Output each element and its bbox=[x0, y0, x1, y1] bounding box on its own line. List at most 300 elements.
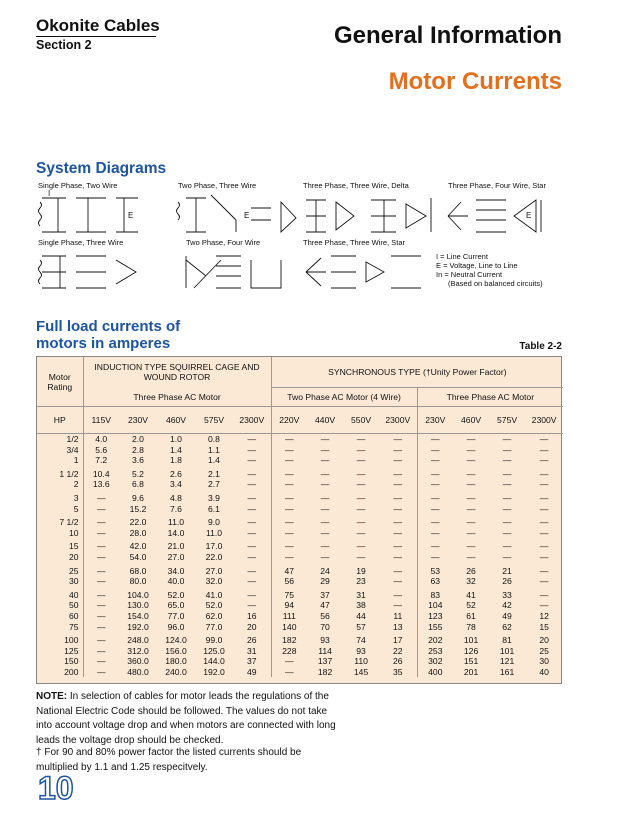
current-cell: — bbox=[502, 444, 512, 455]
current-cell: — bbox=[417, 514, 453, 528]
col-220v: 220V bbox=[271, 407, 307, 434]
current-cell: 20 bbox=[539, 635, 549, 646]
hp-cell: 60 bbox=[68, 610, 79, 621]
current-cell: 29 bbox=[320, 576, 330, 587]
motor-rating-header: Motor Rating bbox=[37, 357, 83, 407]
current-cell: — bbox=[466, 479, 476, 490]
col-460v: 460V bbox=[157, 407, 195, 434]
current-cell: — bbox=[356, 479, 366, 490]
table-row bbox=[37, 479, 563, 490]
current-cell: — bbox=[83, 656, 119, 667]
current-cell: — bbox=[83, 646, 119, 657]
current-cell: 130.0 bbox=[127, 600, 149, 611]
current-cell: 42 bbox=[502, 600, 512, 611]
diagram-label-three-star: Three Phase, Three Wire, Star bbox=[303, 238, 405, 247]
current-cell: 42.0 bbox=[129, 541, 147, 552]
diagram-symbol-i: I bbox=[48, 189, 51, 198]
current-cell: — bbox=[320, 455, 330, 466]
current-cell: 1.4 bbox=[208, 455, 220, 466]
col-2300v: 2300V bbox=[233, 407, 271, 434]
current-cell: — bbox=[320, 444, 330, 455]
current-cell: — bbox=[83, 514, 119, 528]
current-cell: — bbox=[356, 444, 366, 455]
current-cell: 83 bbox=[417, 587, 453, 601]
current-cell: 21 bbox=[502, 565, 512, 576]
current-cell: — bbox=[356, 455, 366, 466]
current-cell: — bbox=[83, 490, 119, 504]
table-heading-line2: motors in amperes bbox=[36, 335, 171, 352]
hp-cell: 40 bbox=[68, 589, 79, 600]
current-cell: — bbox=[466, 444, 476, 455]
current-cell: — bbox=[539, 565, 549, 576]
current-cell: — bbox=[539, 444, 549, 455]
current-cell: 11.0 bbox=[205, 527, 223, 538]
current-cell: 360.0 bbox=[127, 656, 149, 667]
current-cell: — bbox=[393, 444, 403, 455]
current-cell: 248.0 bbox=[127, 635, 149, 646]
current-cell: 140 bbox=[271, 622, 307, 633]
current-cell: — bbox=[417, 434, 453, 445]
current-cell: 110 bbox=[354, 656, 368, 667]
induction-group-header: INDUCTION TYPE SQUIRREL CAGE AND WOUND ROTOR bbox=[83, 357, 271, 388]
current-cell: 121 bbox=[499, 656, 515, 667]
table-row bbox=[37, 600, 563, 611]
current-cell: — bbox=[247, 479, 257, 490]
current-cell: 5.2 bbox=[132, 468, 144, 479]
current-cell: — bbox=[320, 468, 330, 479]
current-cell: — bbox=[539, 576, 549, 587]
current-cell: — bbox=[247, 517, 257, 528]
current-cell: 2.0 bbox=[132, 434, 144, 444]
current-cell: 104.0 bbox=[127, 589, 149, 600]
current-cell: — bbox=[393, 479, 403, 490]
current-cell: — bbox=[83, 600, 119, 611]
col-550v: 550V bbox=[343, 407, 379, 434]
current-cell: 44 bbox=[356, 610, 366, 621]
current-cell: — bbox=[539, 600, 549, 611]
table-row bbox=[37, 514, 563, 528]
note-label: NOTE: bbox=[36, 691, 68, 702]
current-cell: — bbox=[539, 492, 549, 503]
current-cell: 37 bbox=[320, 589, 330, 600]
current-cell: 49 bbox=[247, 666, 257, 677]
current-cell: 3.4 bbox=[170, 479, 182, 490]
current-cell: — bbox=[539, 479, 549, 490]
current-cell: — bbox=[320, 551, 330, 562]
motor-currents-table bbox=[37, 357, 563, 677]
table-row bbox=[37, 504, 563, 515]
current-cell: 192.0 bbox=[203, 666, 225, 677]
current-cell: 400 bbox=[417, 667, 453, 678]
current-cell: 70 bbox=[320, 621, 330, 632]
current-cell: — bbox=[83, 667, 119, 678]
current-cell: — bbox=[393, 565, 403, 576]
table-row bbox=[37, 587, 563, 601]
current-cell: 80.0 bbox=[129, 576, 147, 587]
current-cell: 37 bbox=[247, 656, 257, 667]
current-cell: 26 bbox=[393, 656, 403, 667]
current-cell: 15 bbox=[539, 621, 549, 632]
current-cell: 3.9 bbox=[208, 492, 220, 503]
diagram-label-two-three: Two Phase, Three Wire bbox=[178, 181, 257, 190]
current-cell: — bbox=[247, 565, 257, 576]
current-cell: 40.0 bbox=[167, 576, 185, 587]
hp-cell: 150 bbox=[64, 656, 79, 667]
current-cell: — bbox=[417, 466, 453, 480]
table-label: Table 2-2 bbox=[519, 341, 562, 352]
current-cell: 156.0 bbox=[165, 645, 187, 656]
current-cell: 52.0 bbox=[167, 589, 185, 600]
table-row bbox=[37, 622, 563, 633]
current-cell: 28.0 bbox=[129, 527, 147, 538]
current-cell: 104 bbox=[417, 600, 453, 611]
current-cell: 40 bbox=[539, 666, 549, 677]
current-cell: 26 bbox=[502, 576, 512, 587]
current-cell: 32.0 bbox=[205, 576, 223, 587]
diagram-label-three-delta: Three Phase, Three Wire, Delta bbox=[303, 181, 409, 190]
current-cell: 202 bbox=[417, 632, 453, 646]
current-cell: — bbox=[393, 434, 403, 444]
current-cell: 101 bbox=[499, 645, 515, 656]
current-cell: — bbox=[502, 551, 512, 562]
current-cell: 61 bbox=[466, 610, 476, 621]
current-cell: — bbox=[417, 479, 453, 490]
note-text: In selection of cables for motor leads the regulations of the National Electric Code should be followed. The values do not take into account voltage drop and when motors are connected with long leads the voltage drop should be checked. bbox=[36, 691, 336, 746]
current-cell: 47 bbox=[271, 563, 307, 577]
current-cell: — bbox=[502, 492, 512, 503]
page-title: General Information bbox=[333, 22, 562, 49]
hp-cell: 100 bbox=[64, 635, 79, 646]
legend-neutral: In = Neutral Current bbox=[436, 270, 503, 279]
current-cell: 4.0 bbox=[83, 434, 119, 445]
current-cell: — bbox=[83, 632, 119, 646]
current-cell: — bbox=[393, 517, 403, 528]
current-cell: 6.1 bbox=[208, 503, 220, 514]
current-cell: 35 bbox=[393, 666, 403, 677]
current-cell: — bbox=[83, 538, 119, 552]
table-row bbox=[37, 563, 563, 577]
table-row bbox=[37, 552, 563, 563]
current-cell: 74 bbox=[356, 635, 366, 646]
table-row bbox=[37, 445, 563, 456]
current-cell: 480.0 bbox=[127, 666, 149, 677]
current-cell: 16 bbox=[247, 610, 257, 621]
current-cell: 57 bbox=[356, 621, 366, 632]
current-cell: 4.8 bbox=[170, 492, 182, 503]
current-cell: — bbox=[466, 434, 476, 444]
diagram-label-two-four: Two Phase, Four Wire bbox=[186, 238, 261, 247]
current-cell: — bbox=[247, 492, 257, 503]
current-cell: — bbox=[320, 503, 330, 514]
current-cell: — bbox=[539, 551, 549, 562]
diagram-label-single-two: Single Phase, Two Wire bbox=[38, 181, 118, 190]
current-cell: 101 bbox=[463, 635, 479, 646]
current-cell: 77.0 bbox=[167, 610, 185, 621]
current-cell: — bbox=[466, 503, 476, 514]
current-cell: — bbox=[83, 504, 119, 515]
current-cell: 182 bbox=[271, 632, 307, 646]
current-cell: — bbox=[417, 552, 453, 563]
diagram-symbol-e3: E bbox=[526, 211, 532, 220]
current-cell: 9.6 bbox=[132, 492, 144, 503]
current-cell: 41 bbox=[466, 589, 476, 600]
current-cell: 49 bbox=[502, 610, 512, 621]
current-cell: 34.0 bbox=[167, 565, 185, 576]
current-cell: 53 bbox=[417, 563, 453, 577]
current-cell: 9.0 bbox=[208, 517, 220, 528]
current-cell: — bbox=[320, 527, 330, 538]
current-cell: 77.0 bbox=[205, 621, 223, 632]
note bbox=[36, 690, 336, 748]
current-cell: — bbox=[502, 517, 512, 528]
current-cell: — bbox=[271, 434, 307, 445]
current-cell: 31 bbox=[356, 589, 366, 600]
col-230v: 230V bbox=[119, 407, 157, 434]
current-cell: — bbox=[393, 527, 403, 538]
current-cell: 10.4 bbox=[83, 466, 119, 480]
current-cell: — bbox=[393, 600, 403, 611]
current-cell: 63 bbox=[417, 576, 453, 587]
page-number: 10 bbox=[38, 770, 74, 806]
current-cell: 114 bbox=[318, 645, 332, 656]
current-cell: 2.7 bbox=[208, 479, 220, 490]
current-cell: 75 bbox=[271, 587, 307, 601]
current-cell: — bbox=[271, 479, 307, 490]
current-cell: — bbox=[539, 434, 549, 444]
table-row bbox=[37, 632, 563, 646]
current-cell: 11 bbox=[393, 610, 403, 621]
current-cell: — bbox=[271, 538, 307, 552]
current-cell: 151 bbox=[463, 656, 479, 667]
current-cell: — bbox=[466, 492, 476, 503]
current-cell: 47 bbox=[320, 600, 330, 611]
current-cell: — bbox=[539, 468, 549, 479]
current-cell: 1.8 bbox=[170, 455, 182, 466]
current-cell: — bbox=[417, 490, 453, 504]
footnote: † For 90 and 80% power factor the listed currents should be multiplied by 1.1 and 1.25 respecitvely. bbox=[36, 747, 302, 773]
current-cell: — bbox=[393, 455, 403, 466]
current-cell: 0.8 bbox=[208, 434, 220, 444]
current-cell: — bbox=[320, 517, 330, 528]
current-cell: 312.0 bbox=[127, 645, 149, 656]
current-cell: — bbox=[271, 455, 307, 466]
table-row bbox=[37, 646, 563, 657]
current-cell: — bbox=[539, 589, 549, 600]
current-cell: — bbox=[83, 622, 119, 633]
current-cell: — bbox=[356, 468, 366, 479]
hp-cell: 20 bbox=[68, 551, 79, 562]
current-cell: — bbox=[356, 551, 366, 562]
current-cell: — bbox=[247, 434, 257, 444]
current-cell: 93 bbox=[320, 635, 330, 646]
sync-group-header: SYNCHRONOUS TYPE (†Unity Power Factor) bbox=[271, 357, 563, 388]
current-cell: — bbox=[356, 517, 366, 528]
current-cell: 21.0 bbox=[167, 541, 185, 552]
current-cell: — bbox=[539, 455, 549, 466]
hp-cell: 200 bbox=[64, 666, 79, 677]
current-cell: — bbox=[356, 541, 366, 552]
current-cell: — bbox=[320, 492, 330, 503]
hp-cell: 25 bbox=[68, 565, 79, 576]
section-label: Section 2 bbox=[36, 38, 92, 52]
current-cell: 154.0 bbox=[127, 610, 149, 621]
current-cell: — bbox=[271, 490, 307, 504]
current-cell: — bbox=[271, 667, 307, 678]
current-cell: — bbox=[539, 517, 549, 528]
current-cell: 52.0 bbox=[205, 600, 223, 611]
current-cell: 161 bbox=[499, 666, 515, 677]
current-cell: 22.0 bbox=[205, 551, 223, 562]
table-heading-line1: Full load currents of bbox=[36, 318, 181, 335]
hp-cell: 15 bbox=[68, 541, 79, 552]
current-cell: — bbox=[83, 611, 119, 622]
table-heading bbox=[36, 318, 180, 352]
current-cell: — bbox=[247, 444, 257, 455]
hp-cell: 7 1/2 bbox=[59, 517, 79, 528]
current-cell: — bbox=[271, 528, 307, 539]
current-cell: 19 bbox=[356, 565, 366, 576]
three-phase-ac-sync-header: Three Phase AC Motor bbox=[417, 388, 563, 407]
two-phase-ac-header: Two Phase AC Motor (4 Wire) bbox=[271, 388, 417, 407]
current-cell: 1.0 bbox=[170, 434, 182, 444]
current-cell: — bbox=[393, 589, 403, 600]
current-cell: 2.8 bbox=[132, 444, 144, 455]
current-cell: — bbox=[271, 656, 307, 667]
current-cell: 22.0 bbox=[129, 517, 147, 528]
current-cell: 25 bbox=[539, 645, 549, 656]
current-cell: — bbox=[271, 552, 307, 563]
current-cell: 32 bbox=[466, 576, 476, 587]
current-cell: 11.0 bbox=[167, 517, 185, 528]
current-cell: — bbox=[247, 541, 257, 552]
current-cell: 81 bbox=[502, 635, 512, 646]
current-cell: 302 bbox=[417, 656, 453, 667]
current-cell: — bbox=[356, 527, 366, 538]
current-cell: 111 bbox=[271, 611, 307, 622]
current-cell: 2.1 bbox=[208, 468, 220, 479]
current-cell: 78 bbox=[466, 621, 476, 632]
current-cell: 26 bbox=[466, 565, 476, 576]
table-row bbox=[37, 528, 563, 539]
current-cell: — bbox=[502, 541, 512, 552]
three-phase-ac-header: Three Phase AC Motor bbox=[83, 388, 271, 407]
current-cell: — bbox=[417, 538, 453, 552]
current-cell: 182 bbox=[317, 666, 333, 677]
current-cell: — bbox=[466, 541, 476, 552]
current-cell: 31 bbox=[247, 645, 257, 656]
hp-cell: 50 bbox=[68, 600, 79, 611]
current-cell: — bbox=[393, 576, 403, 587]
current-cell: — bbox=[466, 455, 476, 466]
current-cell: — bbox=[393, 551, 403, 562]
current-cell: — bbox=[502, 503, 512, 514]
current-cell: 24 bbox=[320, 565, 330, 576]
table-row bbox=[37, 576, 563, 587]
col-575v-sync: 575V bbox=[489, 407, 525, 434]
current-cell: — bbox=[247, 589, 257, 600]
table-body bbox=[37, 434, 563, 678]
table-row bbox=[37, 667, 563, 678]
current-cell: 99.0 bbox=[205, 635, 223, 646]
current-cell: 192.0 bbox=[127, 621, 149, 632]
current-cell: — bbox=[466, 527, 476, 538]
current-cell: — bbox=[247, 455, 257, 466]
hp-cell: 1/2 bbox=[66, 434, 79, 444]
current-cell: — bbox=[247, 600, 257, 611]
current-cell: — bbox=[393, 468, 403, 479]
col-115v: 115V bbox=[83, 407, 119, 434]
col-575v: 575V bbox=[195, 407, 233, 434]
hp-cell: 1 bbox=[73, 455, 79, 466]
hp-cell: 2 bbox=[73, 479, 79, 490]
current-cell: 5.6 bbox=[83, 445, 119, 456]
brand-name: Okonite Cables bbox=[36, 16, 160, 35]
current-cell: 1.1 bbox=[208, 444, 220, 455]
table-row bbox=[37, 538, 563, 552]
current-cell: — bbox=[466, 468, 476, 479]
current-cell: — bbox=[502, 527, 512, 538]
current-cell: — bbox=[247, 503, 257, 514]
current-cell: 253 bbox=[417, 646, 453, 657]
current-cell: 228 bbox=[271, 646, 307, 657]
current-cell: 7.6 bbox=[170, 503, 182, 514]
diagram-symbol-e: E bbox=[128, 211, 134, 220]
current-cell: — bbox=[393, 503, 403, 514]
hp-cell: 3/4 bbox=[66, 444, 79, 455]
legend-note: (Based on balanced circuits) bbox=[448, 279, 543, 288]
diagram-label-single-three: Single Phase, Three Wire bbox=[38, 238, 124, 247]
current-cell: 68.0 bbox=[129, 565, 147, 576]
hp-cell: 125 bbox=[64, 645, 79, 656]
col-230v-sync: 230V bbox=[417, 407, 453, 434]
current-cell: 27.0 bbox=[167, 551, 185, 562]
current-cell: 93 bbox=[356, 645, 366, 656]
current-cell: 6.8 bbox=[132, 479, 144, 490]
brand-underline bbox=[36, 36, 156, 37]
current-cell: — bbox=[356, 503, 366, 514]
current-cell: 14.0 bbox=[167, 527, 185, 538]
table-row bbox=[37, 611, 563, 622]
current-cell: 12 bbox=[539, 610, 549, 621]
current-cell: 26 bbox=[247, 635, 257, 646]
current-cell: — bbox=[83, 587, 119, 601]
hp-cell: 3 bbox=[73, 492, 79, 503]
current-cell: 137 bbox=[317, 656, 333, 667]
current-cell: 54.0 bbox=[129, 551, 147, 562]
legend-line-current: I = Line Current bbox=[436, 252, 488, 261]
current-cell: — bbox=[320, 479, 330, 490]
col-hp: HP bbox=[37, 407, 83, 434]
hp-cell: 5 bbox=[73, 503, 79, 514]
current-cell: 7.2 bbox=[83, 455, 119, 466]
current-cell: — bbox=[247, 527, 257, 538]
current-cell: 56 bbox=[271, 576, 307, 587]
legend-voltage: E = Voltage, Line to Line bbox=[436, 261, 518, 270]
current-cell: — bbox=[393, 492, 403, 503]
current-cell: 23 bbox=[356, 576, 366, 587]
motor-currents-table-wrap bbox=[36, 356, 562, 684]
current-cell: 144.0 bbox=[203, 656, 225, 667]
current-cell: — bbox=[417, 528, 453, 539]
current-cell: 62.0 bbox=[205, 610, 223, 621]
table-row bbox=[37, 656, 563, 667]
current-cell: 124.0 bbox=[165, 635, 187, 646]
current-cell: — bbox=[356, 434, 366, 444]
hp-cell: 75 bbox=[68, 621, 79, 632]
current-cell: — bbox=[271, 466, 307, 480]
current-cell: — bbox=[502, 455, 512, 466]
current-cell: 20 bbox=[247, 621, 257, 632]
